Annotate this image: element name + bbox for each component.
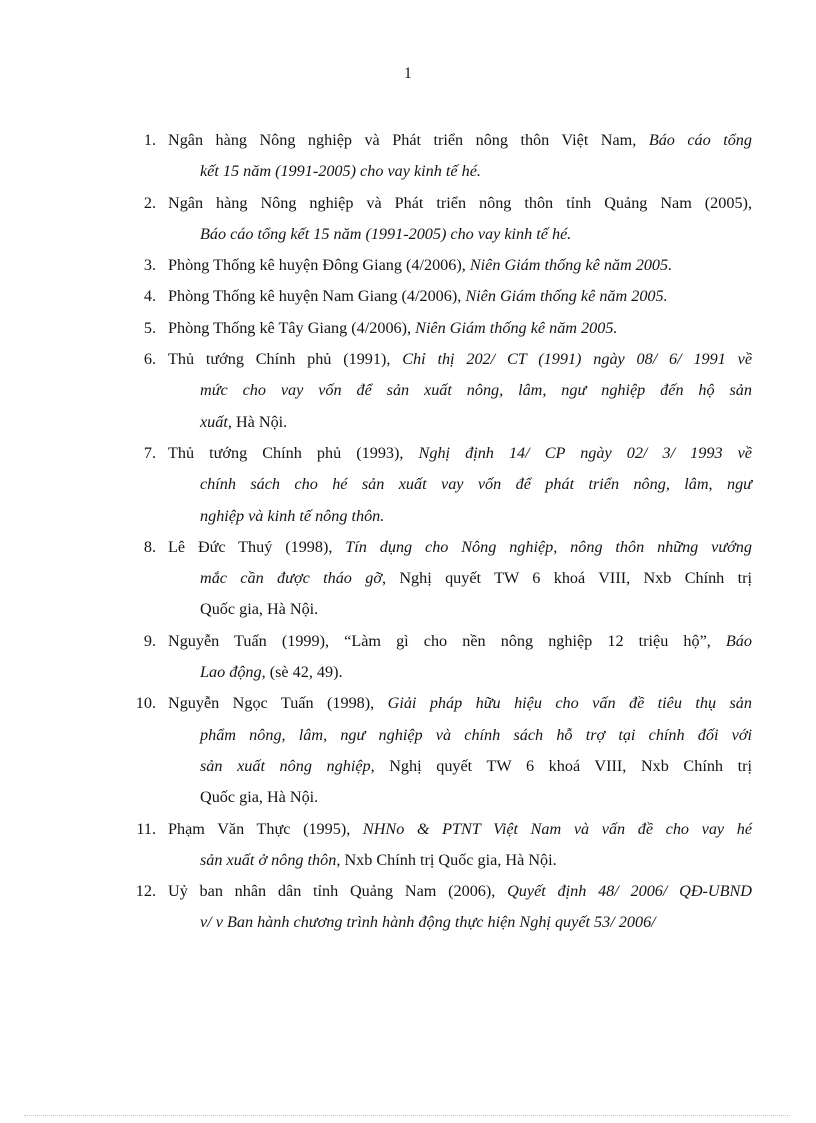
reference-line <box>200 375 752 406</box>
reference-text <box>136 626 752 689</box>
reference-number: 8. <box>143 537 156 556</box>
reference-item <box>128 188 752 251</box>
reference-line <box>168 281 752 312</box>
title-text: Niên Giám thống kê năm 2005. <box>469 256 673 275</box>
plain-text: , Nghị quyết TW 6 khoá VIII, Nxb Chính trị <box>381 569 753 588</box>
title-text: Quyết định 48/ 2006/ QĐ-UBND <box>507 882 752 901</box>
plain-text: , (sè 42, 49). <box>261 663 343 682</box>
title-text: Lao động <box>200 663 262 682</box>
reference-text <box>136 814 752 877</box>
title-text: xuất <box>200 412 228 431</box>
reference-text <box>136 344 752 438</box>
reference-number: 11. <box>136 819 156 838</box>
reference-line <box>168 125 752 156</box>
reference-item <box>128 532 752 626</box>
reference-text <box>136 188 752 251</box>
reference-text <box>136 281 752 312</box>
plain-text: , Hà Nội. <box>227 412 288 431</box>
title-text: Báo <box>725 631 752 650</box>
reference-line <box>168 532 752 563</box>
plain-text: Nguyễn Ngọc Tuấn (1998), <box>168 694 388 713</box>
reference-line <box>200 219 752 250</box>
title-text: Báo cáo tổng kết 15 năm (1991-2005) cho vay kinh tế hé. <box>200 224 572 243</box>
reference-number: 5. <box>143 318 156 337</box>
plain-text: Ngân hàng Nông nghiệp và Phát triển nông thôn Việt Nam, <box>168 131 649 149</box>
reference-line <box>200 751 752 782</box>
reference-number: 10. <box>135 694 156 713</box>
title-text: Tín dụng cho Nông nghiệp, nông thôn những vướng <box>345 537 752 556</box>
title-text: mức cho vay vốn để sản xuất nông, lâm, ngư nghiệp đến hộ sản <box>200 381 752 400</box>
reference-line <box>200 469 752 500</box>
reference-item <box>128 344 752 438</box>
plain-text: Uỷ ban nhân dân tỉnh Quảng Nam (2006), <box>168 882 508 901</box>
reference-item <box>128 876 752 939</box>
title-text: Nghị định 14/ CP ngày 02/ 3/ 1993 về <box>418 443 752 462</box>
reference-item <box>128 281 752 312</box>
reference-line <box>168 313 752 344</box>
reference-line <box>200 594 752 625</box>
title-text: kết 15 năm (1991-2005) cho vay kinh tế hé. <box>200 162 481 181</box>
title-text: sản xuất nông nghiệp <box>200 756 371 775</box>
plain-text: Phòng Thống kê Tây Giang (4/2006), <box>168 318 416 337</box>
reference-line <box>200 907 752 938</box>
plain-text: Phòng Thống kê huyện Đông Giang (4/2006), <box>168 256 470 275</box>
page-number: 1 <box>404 65 412 82</box>
reference-line <box>200 407 752 438</box>
reference-number: 7. <box>143 443 156 462</box>
title-text: chính sách cho hé sản xuất vay vốn để phát triển nông, lâm, ngư <box>200 475 752 494</box>
reference-item <box>128 125 752 188</box>
title-text: sản xuất ở nông thôn <box>200 850 337 869</box>
reference-line <box>168 688 752 719</box>
reference-line <box>168 344 752 375</box>
reference-number: 6. <box>143 350 156 369</box>
reference-item <box>128 250 752 281</box>
reference-line <box>168 438 752 469</box>
reference-number: 4. <box>143 287 156 306</box>
reference-item <box>128 438 752 532</box>
plain-text: Quốc gia, Hà Nội. <box>200 788 319 807</box>
reference-number: 3. <box>143 256 156 275</box>
title-text: Niên Giám thống kê năm 2005. <box>415 318 618 337</box>
title-text: Chỉ thị 202/ CT (1991) ngày 08/ 6/ 1991 về <box>402 350 753 369</box>
plain-text: Nguyễn Tuấn (1999), “Làm gì cho nền nông nghiệp 12 triệu hộ”, <box>168 631 726 650</box>
title-text: phẩm nông, lâm, ngư nghiệp và chính sách hỗ trợ tại chính đối với <box>200 725 752 744</box>
reference-number: 1. <box>143 131 156 149</box>
reference-text <box>136 250 752 281</box>
plain-text: , Nxb Chính trị Quốc gia, Hà Nội. <box>336 850 557 869</box>
reference-line <box>168 814 752 845</box>
reference-number: 12. <box>135 882 156 901</box>
reference-line <box>200 782 752 813</box>
title-text: Báo cáo tổng <box>648 131 752 149</box>
plain-text: Thủ tướng Chính phủ (1993), <box>168 443 419 462</box>
title-text: nghiệp và kinh tế nông thôn. <box>200 506 385 525</box>
reference-item <box>128 313 752 344</box>
title-text: NHNo & PTNT Việt Nam và vấn đề cho vay hé <box>362 819 753 838</box>
reference-list <box>128 125 752 939</box>
plain-text: Phòng Thống kê huyện Nam Giang (4/2006), <box>168 287 466 306</box>
reference-line <box>200 563 752 594</box>
reference-text <box>136 876 752 939</box>
reference-line <box>168 188 752 219</box>
plain-text: , Nghị quyết TW 6 khoá VIII, Nxb Chính trị <box>370 756 752 775</box>
reference-line <box>200 720 752 751</box>
reference-text <box>136 313 752 344</box>
reference-text <box>136 125 752 188</box>
reference-item <box>128 626 752 689</box>
reference-line <box>168 250 752 281</box>
plain-text: Lê Đức Thuý (1998), <box>168 537 346 556</box>
title-text: v/ v Ban hành chương trình hành động thực hiện Nghị quyết 53/ 2006/ <box>200 913 656 932</box>
plain-text: Thủ tướng Chính phủ (1991), <box>168 350 403 369</box>
reference-text <box>136 532 752 626</box>
reference-line <box>168 876 752 907</box>
reference-item <box>128 688 752 813</box>
title-text: mắc cần được tháo gỡ <box>200 569 382 588</box>
reference-number: 9. <box>143 631 156 650</box>
reference-line <box>200 657 752 688</box>
plain-text: Phạm Văn Thực (1995), <box>168 819 363 838</box>
plain-text: Ngân hàng Nông nghiệp và Phát triển nông thôn tỉnh Quảng Nam (2005), <box>168 193 752 212</box>
reference-line <box>200 845 752 876</box>
plain-text: Quốc gia, Hà Nội. <box>200 600 319 619</box>
reference-line <box>200 156 752 187</box>
reference-text <box>136 688 752 813</box>
reference-line <box>200 501 752 532</box>
reference-number: 2. <box>143 193 156 212</box>
reference-line <box>168 626 752 657</box>
reference-item <box>128 814 752 877</box>
reference-text <box>136 438 752 532</box>
title-text: Giải pháp hữu hiệu cho vấn đề tiêu thụ sản <box>387 694 752 713</box>
title-text: Niên Giám thống kê năm 2005. <box>465 287 668 306</box>
footer-divider <box>24 1115 790 1117</box>
